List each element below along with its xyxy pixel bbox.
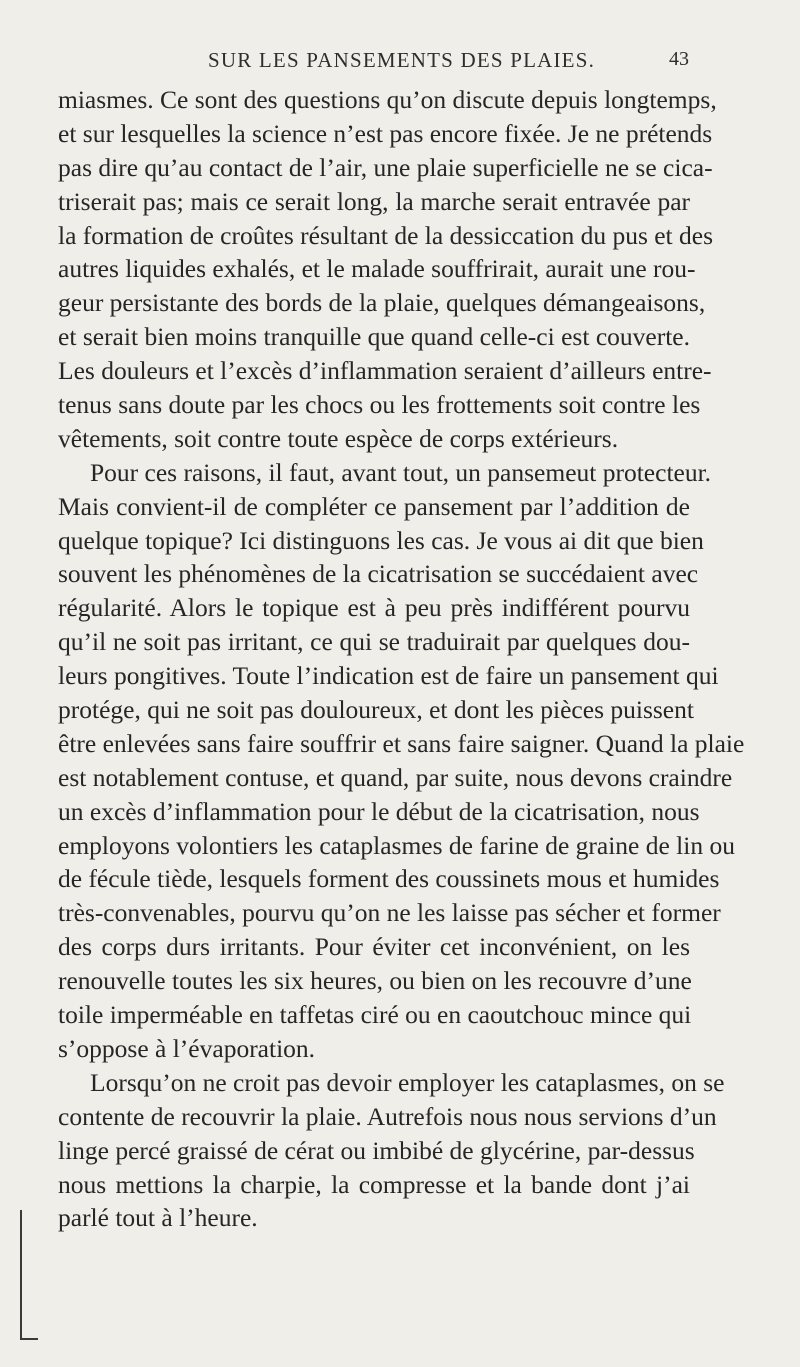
text-line: protége, qui ne soit pas douloureux, et dont les pièces puissent bbox=[58, 695, 694, 725]
paragraph-end-line: vêtements, soit contre toute espèce de corps extérieurs. bbox=[58, 423, 619, 453]
text-line: miasmes. Ce sont des questions qu’on discute depuis longtemps, bbox=[58, 85, 717, 114]
text-line: la formation de croûtes résultant de la dessiccation du pus et des bbox=[58, 220, 714, 250]
text-line: est notablement contuse, et quand, par suite, nous devons craindre bbox=[58, 762, 733, 792]
text-line: triserait pas; mais ce serait long, la marche serait entravée par bbox=[58, 186, 690, 216]
text-line: geur persistante des bords de la plaie, quelques démangeaisons, bbox=[58, 288, 706, 318]
text-line: des corps durs irritants. Pour éviter cet inconvénient, on les bbox=[58, 932, 690, 962]
page-number: 43 bbox=[669, 48, 689, 70]
text-line: souvent les phénomènes de la cicatrisation se succédaient avec bbox=[58, 559, 699, 589]
text-line: et serait bien moins tranquille que quand celle-ci est couverte. bbox=[58, 322, 690, 352]
text-line: quelque topique? Ici distinguons les cas. Je vous ai dit que bien bbox=[58, 525, 704, 555]
text-line: très-convenables, pourvu qu’on ne les laisse pas sécher et former bbox=[58, 898, 721, 928]
running-title: SUR LES PANSEMENTS DES PLAIES. bbox=[208, 48, 596, 72]
text-line: de fécule tiède, lesquels forment des coussinets mous et humides bbox=[58, 864, 720, 894]
text-line: un excès d’inflammation pour le début de la cicatrisation, nous bbox=[58, 796, 700, 826]
scan-edge-mark bbox=[20, 1210, 22, 1340]
paragraph-first-line: Pour ces raisons, il faut, avant tout, un pansemeut protecteur. bbox=[90, 457, 712, 487]
text-line: contente de recouvrir la plaie. Autrefois nous nous servions d’un bbox=[58, 1101, 717, 1131]
text-line: linge percé graissé de cérat ou imbibé de glycérine, par-dessus bbox=[58, 1135, 695, 1165]
text-line: nous mettions la charpie, la compresse et la bande dont j’ai bbox=[58, 1169, 690, 1199]
paragraph-first-line: Lorsqu’on ne croit pas devoir employer les cataplasmes, on se bbox=[90, 1067, 725, 1097]
text-line: tenus sans doute par les chocs ou les frottements soit contre les bbox=[58, 390, 701, 420]
text-line: pas dire qu’au contact de l’air, une plaie superficielle ne se cica- bbox=[58, 152, 713, 182]
text-line: Les douleurs et l’excès d’inflammation seraient d’ailleurs entre- bbox=[58, 356, 712, 386]
text-line: régularité. Alors le topique est à peu près indifférent pourvu bbox=[58, 593, 690, 623]
text-line: employons volontiers les cataplasmes de farine de graine de lin ou bbox=[58, 830, 735, 860]
running-head bbox=[0, 48, 800, 76]
text-line: renouvelle toutes les six heures, ou bien on les recouvre d’une bbox=[58, 966, 692, 996]
paragraph-end-line: s’oppose à l’évaporation. bbox=[58, 1033, 316, 1063]
text-line: Mais convient-il de compléter ce pansement par l’addition de bbox=[58, 491, 690, 521]
text-line: autres liquides exhalés, et le malade souffrirait, aurait une rou- bbox=[58, 254, 696, 284]
body-text bbox=[58, 83, 745, 1235]
text-line: toile imperméable en taffetas ciré ou en caoutchouc mince qui bbox=[58, 1000, 692, 1030]
paragraph-end-line: parlé tout à l’heure. bbox=[58, 1203, 258, 1233]
text-line: et sur lesquelles la science n’est pas encore fixée. Je ne prétends bbox=[58, 118, 713, 148]
text-line: leurs pongitives. Toute l’indication est de faire un pansement qui bbox=[58, 661, 719, 691]
text-line: qu’il ne soit pas irritant, ce qui se traduirait par quelques dou- bbox=[58, 627, 690, 657]
scan-edge-mark-foot bbox=[20, 1338, 38, 1340]
text-line: être enlevées sans faire souffrir et sans faire saigner. Quand la plaie bbox=[58, 728, 745, 758]
